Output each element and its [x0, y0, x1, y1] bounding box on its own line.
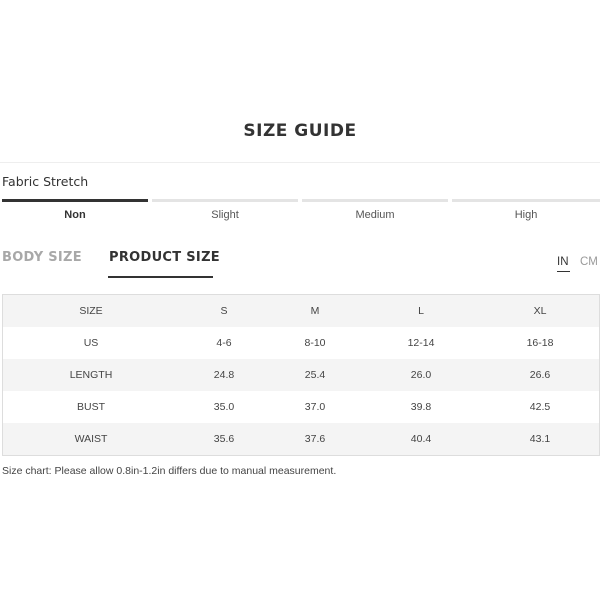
active-unit-indicator	[557, 271, 570, 272]
table-cell: 24.8	[213, 369, 235, 381]
table-cell: 37.6	[304, 433, 326, 445]
table-header-cell: L	[418, 305, 424, 317]
table-header-row	[3, 295, 599, 327]
table-row	[3, 359, 599, 391]
fabric-stretch-scale	[2, 199, 600, 202]
table-header-cell: M	[310, 305, 320, 317]
unit-toggle-in[interactable]: IN	[557, 256, 569, 268]
table-header-cell: XL	[533, 305, 547, 317]
table-cell: WAIST	[74, 433, 108, 445]
table-cell: 37.0	[304, 401, 326, 413]
table-row	[3, 423, 599, 455]
table-cell: 39.8	[410, 401, 432, 413]
tab-body-size[interactable]: BODY SIZE	[2, 250, 82, 265]
title-divider	[0, 162, 600, 163]
stretch-level-slight: Slight	[211, 209, 239, 221]
stretch-bar-medium	[302, 199, 448, 202]
table-cell: US	[83, 337, 99, 349]
table-row	[3, 327, 599, 359]
size-table	[2, 294, 600, 456]
stretch-bar-non	[2, 199, 148, 202]
table-cell: 12-14	[407, 337, 435, 349]
table-cell: BUST	[76, 401, 106, 413]
stretch-level-non: Non	[64, 209, 86, 221]
unit-toggle-cm[interactable]: CM	[580, 256, 598, 268]
table-cell: 35.0	[213, 401, 235, 413]
table-cell: 42.5	[529, 401, 551, 413]
stretch-bar-slight	[152, 199, 298, 202]
table-cell: 16-18	[526, 337, 554, 349]
table-header-cell: S	[220, 305, 228, 317]
active-tab-indicator	[108, 276, 213, 278]
table-cell: 26.6	[529, 369, 551, 381]
table-cell: 26.0	[410, 369, 432, 381]
tab-product-size[interactable]: PRODUCT SIZE	[109, 250, 220, 265]
stretch-level-high: High	[514, 209, 538, 221]
size-chart-note: Size chart: Please allow 0.8in-1.2in differs due to manual measurement.	[2, 465, 337, 477]
page-title: SIZE GUIDE	[243, 121, 357, 141]
table-cell: 8-10	[304, 337, 326, 349]
stretch-bar-high	[452, 199, 600, 202]
table-cell: 40.4	[410, 433, 432, 445]
table-cell: 43.1	[529, 433, 551, 445]
table-cell: LENGTH	[69, 369, 113, 381]
table-header-cell: SIZE	[79, 305, 103, 317]
table-cell: 35.6	[213, 433, 235, 445]
stretch-level-medium: Medium	[355, 209, 395, 221]
fabric-stretch-label: Fabric Stretch	[2, 174, 89, 189]
table-cell: 4-6	[216, 337, 232, 349]
table-row	[3, 391, 599, 423]
table-cell: 25.4	[304, 369, 326, 381]
